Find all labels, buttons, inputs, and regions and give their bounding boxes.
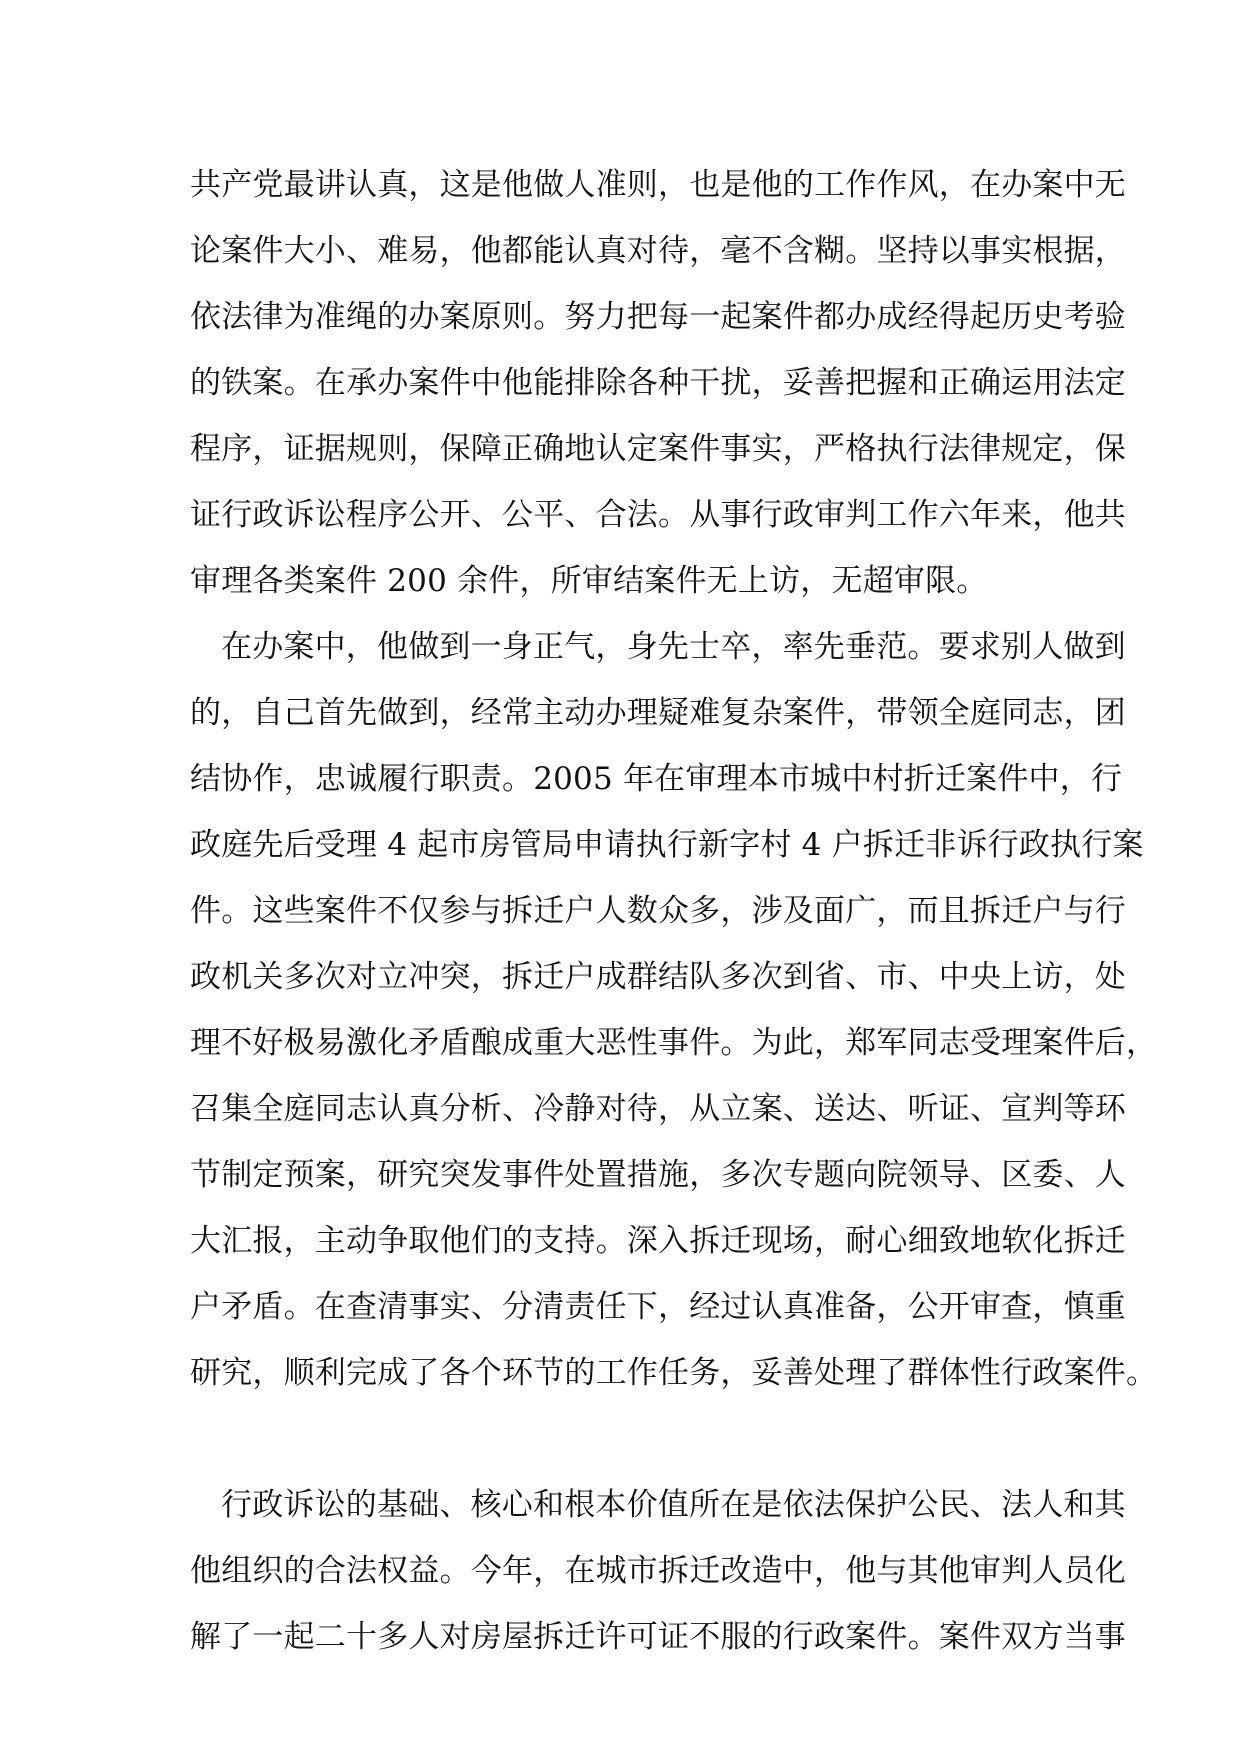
text-line: 理不好极易激化矛盾酿成重大恶性事件。为此，郑军同志受理案件后， (190, 1025, 1158, 1061)
body-text (190, 152, 1158, 1670)
text-line: 政庭先后受理 4 起市房管局申请执行新字村 4 户拆迁非诉行政执行案 (190, 827, 1144, 863)
paragraph-3 (190, 1472, 1126, 1670)
text-line: 他组织的合法权益。今年，在城市拆迁改造中，他与其他审判人员化 (190, 1553, 1126, 1589)
text-line: 审理各类案件 200 余件，所审结案件无上访，无超审限。 (190, 563, 988, 599)
paragraph-1 (190, 152, 1126, 614)
text-line: 大汇报，主动争取他们的支持。深入拆迁现场，耐心细致地软化拆迁 (190, 1223, 1126, 1259)
text-line: 行政诉讼的基础、核心和根本价值所在是依法保护公民、法人和其 (221, 1487, 1126, 1523)
text-line: 共产党最讲认真，这是他做人准则，也是他的工作作风，在办案中无 (190, 167, 1126, 203)
text-line: 程序，证据规则，保障正确地认定案件事实，严格执行法律规定，保 (190, 431, 1126, 467)
text-line: 论案件大小、难易，他都能认真对待，毫不含糊。坚持以事实根据， (190, 233, 1126, 269)
text-line: 研究，顺利完成了各个环节的工作任务，妥善处理了群体性行政案件。 (190, 1355, 1158, 1391)
paragraph-2 (190, 614, 1158, 1472)
text-line: 解了一起二十多人对房屋拆迁许可证不服的行政案件。案件双方当事 (190, 1619, 1126, 1655)
text-line: 件。这些案件不仅参与拆迁户人数众多，涉及面广，而且拆迁户与行 (190, 893, 1126, 929)
text-line: 的铁案。在承办案件中他能排除各种干扰，妥善把握和正确运用法定 (190, 365, 1126, 401)
text-line: 结协作，忠诚履行职责。2005 年在审理本市城中村折迁案件中，行 (190, 761, 1123, 797)
text-line: 政机关多次对立冲突，拆迁户成群结队多次到省、市、中央上访，处 (190, 959, 1126, 995)
text-line (190, 1406, 1060, 1472)
text-line: 证行政诉讼程序公开、公平、合法。从事行政审判工作六年来，他共 (190, 497, 1126, 533)
text-line: 召集全庭同志认真分析、冷静对待，从立案、送达、听证、宣判等环 (190, 1091, 1126, 1127)
text-line: 在办案中，他做到一身正气，身先士卒，率先垂范。要求别人做到 (221, 629, 1126, 665)
text-line: 的，自己首先做到，经常主动办理疑难复杂案件，带领全庭同志，团 (190, 695, 1126, 731)
text-line: 户矛盾。在查清事实、分清责任下，经过认真准备，公开审查，慎重 (190, 1289, 1126, 1325)
text-line: 依法律为准绳的办案原则。努力把每一起案件都办成经得起历史考验 (190, 299, 1126, 335)
text-line: 节制定预案，研究突发事件处置措施，多次专题向院领导、区委、人 (190, 1157, 1126, 1193)
